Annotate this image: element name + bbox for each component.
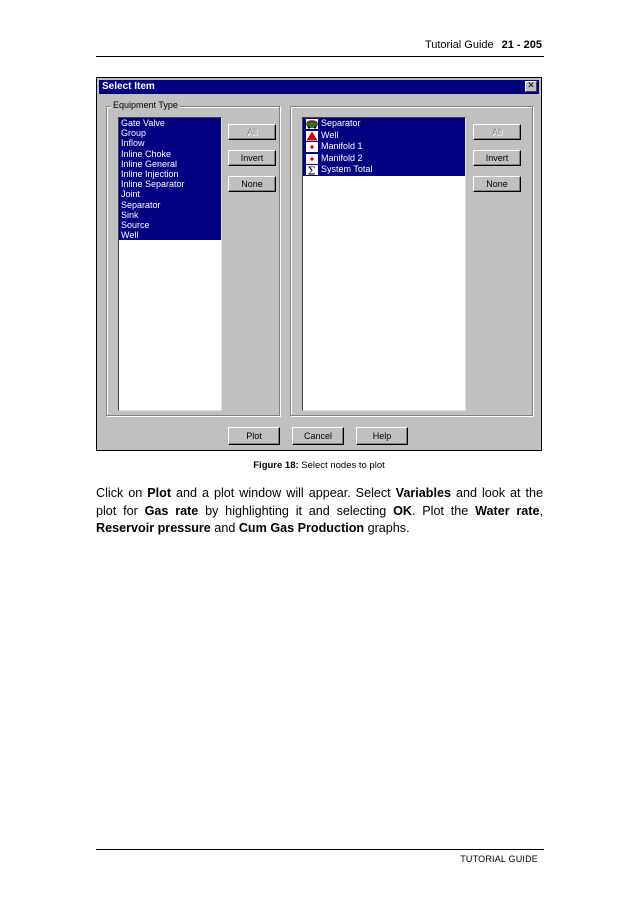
header-label: Tutorial Guide <box>424 39 494 51</box>
figure-label: Figure 18: <box>253 460 299 471</box>
node-item-label: Well <box>321 129 339 140</box>
all-button[interactable]: All <box>228 124 276 140</box>
page-header <box>96 38 544 57</box>
node-item[interactable] <box>303 153 465 165</box>
plot-button[interactable]: Plot <box>228 427 280 445</box>
instruction-paragraph <box>96 485 543 538</box>
close-icon[interactable]: ✕ <box>525 81 537 92</box>
header-text <box>425 39 542 51</box>
node-item[interactable] <box>303 141 465 153</box>
equipment-type-item[interactable]: Inline Injection <box>119 169 221 179</box>
equipment-type-item[interactable]: Inline General <box>119 159 221 169</box>
node-invert-button[interactable]: Invert <box>473 150 521 166</box>
equipment-type-item[interactable]: Inline Separator <box>119 179 221 189</box>
equipment-type-item[interactable]: Inline Choke <box>119 149 221 159</box>
dialog-titlebar[interactable] <box>99 80 539 94</box>
node-group <box>290 106 533 416</box>
text-run: . Plot the <box>411 503 476 518</box>
text-run: Click on <box>96 486 148 500</box>
page-number: 21 - 205 <box>501 39 542 51</box>
page-footer <box>96 849 544 868</box>
text-run: and a plot window will appear. Select <box>171 486 396 500</box>
figure-caption <box>0 460 638 471</box>
plot-term: Plot <box>147 486 172 500</box>
equipment-type-item[interactable]: Source <box>119 220 221 230</box>
manifold-icon <box>306 154 318 164</box>
sigma-icon <box>306 165 318 175</box>
gas-rate-term: Gas rate <box>144 503 199 518</box>
equipment-type-label: Equipment Type <box>113 100 178 110</box>
figure-text: Select nodes to plot <box>298 460 385 471</box>
text-run: graphs. <box>364 521 410 535</box>
select-item-dialog <box>96 77 542 451</box>
separator-icon <box>306 119 318 129</box>
node-item[interactable] <box>303 130 465 142</box>
svg-text:Σ: Σ <box>307 165 316 176</box>
node-item-label: Manifold 2 <box>321 152 363 163</box>
dialog-title: Select Item <box>102 81 155 92</box>
equipment-type-item[interactable]: Inflow <box>119 138 221 148</box>
manifold-icon <box>306 142 318 152</box>
node-none-button[interactable]: None <box>473 176 521 192</box>
node-item-label: Manifold 1 <box>321 141 363 152</box>
equipment-type-list[interactable] <box>118 117 222 411</box>
equipment-type-item[interactable]: Well <box>119 230 221 240</box>
none-button[interactable]: None <box>228 176 276 192</box>
text-run: and look at the plot for <box>96 486 543 518</box>
help-button[interactable]: Help <box>356 427 408 445</box>
equipment-type-item[interactable]: Group <box>119 128 221 138</box>
node-item[interactable] <box>303 164 465 176</box>
text-run: , <box>539 503 543 518</box>
well-icon <box>306 131 318 141</box>
equipment-type-item[interactable]: Gate Valve <box>119 118 221 128</box>
reservoir-pressure-term: Reservoir pressure <box>96 521 211 535</box>
equipment-type-group <box>106 100 280 416</box>
node-item-label: Separator <box>321 118 361 128</box>
equipment-type-item[interactable]: Joint <box>119 189 221 199</box>
cancel-button[interactable]: Cancel <box>292 427 344 445</box>
ok-term: OK <box>393 503 412 518</box>
node-all-button[interactable]: All <box>473 124 521 140</box>
node-list[interactable] <box>302 117 466 411</box>
invert-button[interactable]: Invert <box>228 150 276 166</box>
variables-term: Variables <box>395 486 451 500</box>
footer-text: TUTORIAL GUIDE <box>460 854 538 864</box>
node-item-label: System Total <box>321 164 373 175</box>
text-run: by highlighting it and selecting <box>198 503 394 518</box>
text-run: and <box>210 521 239 535</box>
node-item[interactable] <box>303 118 465 130</box>
equipment-type-item[interactable]: Sink <box>119 210 221 220</box>
cum-gas-production-term: Cum Gas Production <box>238 521 365 535</box>
equipment-type-item[interactable]: Separator <box>119 200 221 210</box>
water-rate-term: Water rate <box>475 503 540 518</box>
